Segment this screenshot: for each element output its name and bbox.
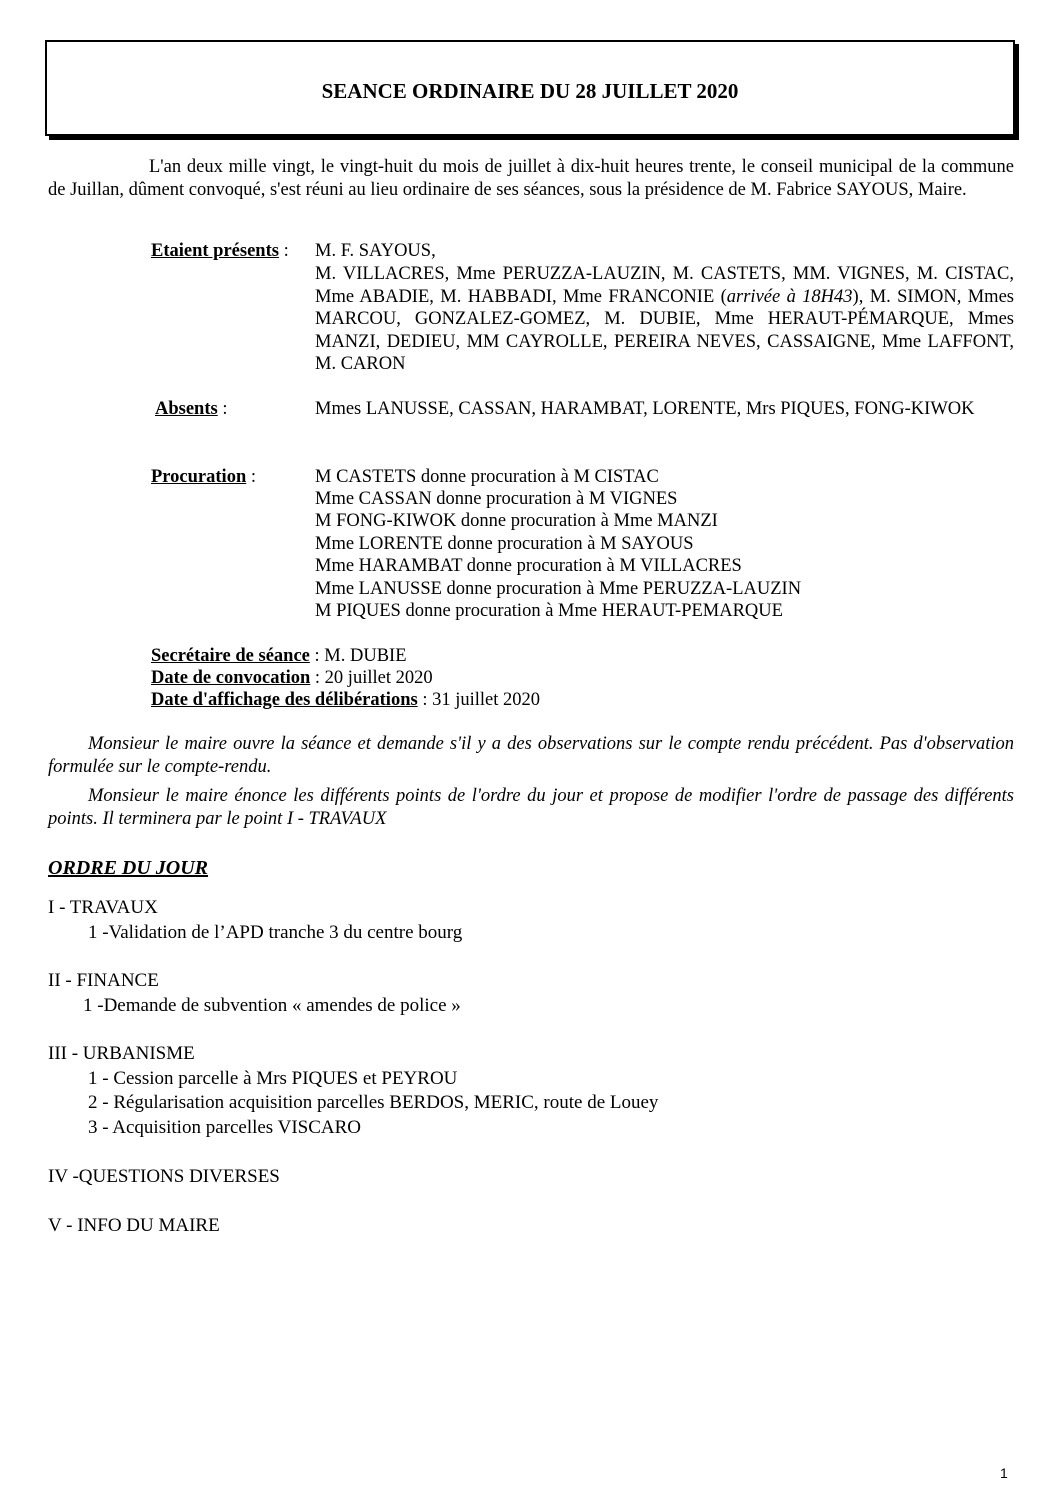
procuration-label-row bbox=[151, 466, 256, 489]
ordre-du-jour-heading: ORDRE DU JOUR bbox=[48, 857, 209, 879]
procuration-line: Mme CASSAN donne procuration à M VIGNES bbox=[315, 489, 678, 509]
agenda-item: 3 - Acquisition parcelles VISCARO bbox=[88, 1117, 362, 1138]
procuration-line: Mme HARAMBAT donne procuration à M VILLACRES bbox=[315, 556, 742, 576]
presents-text-a: M. VILLACRES, Mme PERUZZA-LAUZIN, M. CASTETS, MM. VIGNES, M. CISTAC, Mme ABADIE, M. HABBADI, Mme FRANCONIE ( bbox=[315, 264, 1014, 307]
presents-text-b: ), M. SIMON, Mmes MARCOU, GONZALEZ-GOMEZ, M. DUBIE, Mme HERAUT-PÉMARQUE, Mmes MANZI, DEDIEU, MM CAYROLLE, PEREIRA NEVES, CASSAIGNE, Mme LAFFONT, M. CARON bbox=[315, 286, 1014, 374]
section-info-title: V - INFO DU MAIRE bbox=[48, 1215, 220, 1236]
procuration-line: M FONG-KIWOK donne procuration à Mme MANZI bbox=[315, 511, 718, 531]
absents-label: Absents bbox=[155, 399, 218, 419]
absents-label-row bbox=[155, 398, 227, 421]
secretaire-row bbox=[151, 645, 407, 668]
procuration-line: Mme LORENTE donne procuration à M SAYOUS bbox=[315, 534, 694, 554]
procuration-line: M PIQUES donne procuration à Mme HERAUT-PEMARQUE bbox=[315, 601, 783, 621]
presents-label-row bbox=[151, 240, 289, 263]
affichage-label: Date d'affichage des délibérations bbox=[151, 690, 418, 710]
procuration-line: Mme LANUSSE donne procuration à Mme PERUZZA-LAUZIN bbox=[315, 579, 802, 599]
presents-arrival-note: arrivée à 18H43 bbox=[726, 286, 853, 307]
presents-line-1: M. F. SAYOUS, bbox=[315, 241, 436, 261]
absents-colon: : bbox=[217, 399, 228, 419]
procuration-colon: : bbox=[246, 467, 256, 487]
page-number: 1 bbox=[1000, 1465, 1008, 1481]
section-travaux-title: I - TRAVAUX bbox=[48, 897, 158, 918]
agenda-item: 2 - Régularisation acquisition parcelles BERDOS, MERIC, route de Louey bbox=[88, 1092, 659, 1113]
convocation-row bbox=[151, 667, 433, 690]
affichage-value: : 31 juillet 2020 bbox=[417, 690, 540, 710]
observation-paragraph: Monsieur le maire ouvre la séance et demande s'il y a des observations sur le compte rendu précédent. Pas d'observation formulée sur le compte-rendu. bbox=[48, 734, 1014, 777]
secretaire-value: : M. DUBIE bbox=[309, 646, 407, 666]
agenda-item: 1 -Validation de l’APD tranche 3 du centre bourg bbox=[88, 922, 463, 943]
title-box bbox=[45, 40, 1015, 136]
section-finance-title: II - FINANCE bbox=[48, 970, 159, 991]
section-questions-title: IV -QUESTIONS DIVERSES bbox=[48, 1166, 280, 1187]
section-urbanisme-title: III - URBANISME bbox=[48, 1043, 195, 1064]
intro-paragraph: L'an deux mille vingt, le vingt-huit du mois de juillet à dix-huit heures trente, le conseil municipal de la commune de Juillan, dûment convoqué, s'est réuni au lieu ordinaire de ses séances, sous la présidence de M. Fabrice SAYOUS, Maire. bbox=[48, 157, 1014, 200]
procuration-line: M CASTETS donne procuration à M CISTAC bbox=[315, 467, 659, 487]
convocation-value: : 20 juillet 2020 bbox=[310, 668, 433, 688]
secretaire-label: Secrétaire de séance bbox=[151, 646, 310, 666]
presents-list bbox=[315, 263, 1014, 376]
agenda-item: 1 -Demande de subvention « amendes de police » bbox=[83, 995, 461, 1016]
convocation-label: Date de convocation bbox=[151, 668, 311, 688]
affichage-row bbox=[151, 689, 540, 712]
presents-colon: : bbox=[278, 241, 289, 261]
agenda-item: 1 - Cession parcelle à Mrs PIQUES et PEYROU bbox=[88, 1068, 458, 1089]
ordre-paragraph: Monsieur le maire énonce les différents points de l'ordre du jour et propose de modifier l'ordre de passage des différents points. Il terminera par le point I - TRAVAUX bbox=[48, 786, 1014, 829]
presents-label: Etaient présents bbox=[151, 241, 279, 261]
absents-list: Mmes LANUSSE, CASSAN, HARAMBAT, LORENTE, Mrs PIQUES, FONG-KIWOK bbox=[315, 399, 975, 419]
page-title: SEANCE ORDINAIRE DU 28 JUILLET 2020 bbox=[321, 79, 739, 103]
procuration-label: Procuration bbox=[151, 467, 247, 487]
